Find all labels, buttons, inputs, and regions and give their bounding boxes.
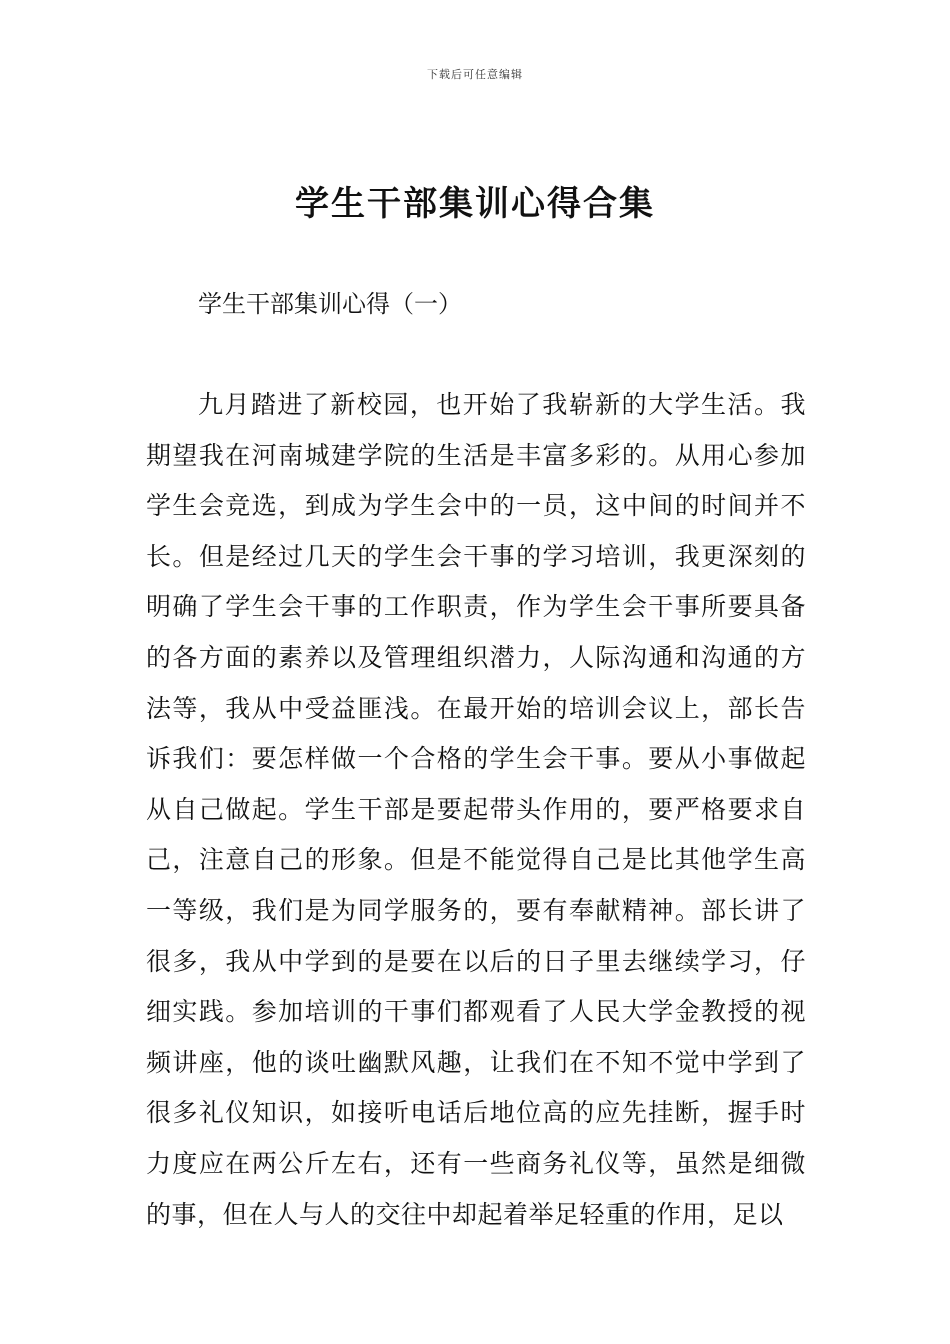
section-heading: 学生干部集训心得（一） xyxy=(198,290,462,318)
body-paragraph: 九月踏进了新校园，也开始了我崭新的大学生活。我期望我在河南城建学院的生活是丰富多彩的。从用心参加学生会竞选，到成为学生会中的一员，这中间的时间并不长。但是经过几天的学生会干事的学习培训，我更深刻的明确了学生会干事的工作职责，作为学生会干事所要具备的各方面的素养以及管理组织潜力，人际沟通和沟通的方法等，我从中受益匪浅。在最开始的培训会议上，部长告诉我们：要怎样做一个合格的学生会干事。要从小事做起从自己做起。学生干部是要起带头作用的，要严格要求自己，注意自己的形象。但是不能觉得自己是比其他学生高一等级，我们是为同学服务的，要有奉献精神。部长讲了很多，我从中学到的是要在以后的日子里去继续学习，仔细实践。参加培训的干事们都观看了人民大学金教授的视频讲座，他的谈吐幽默风趣，让我们在不知不觉中学到了很多礼仪知识，如接听电话后地位高的应先挂断，握手时力度应在两公斤左右，还有一些商务礼仪等，虽然是细微的事，但在人与人的交往中却起着举足轻重的作用，足以 xyxy=(146,390,806,1229)
document-title: 学生干部集训心得合集 xyxy=(295,184,655,224)
header-note: 下载后可任意编辑 xyxy=(427,68,523,81)
